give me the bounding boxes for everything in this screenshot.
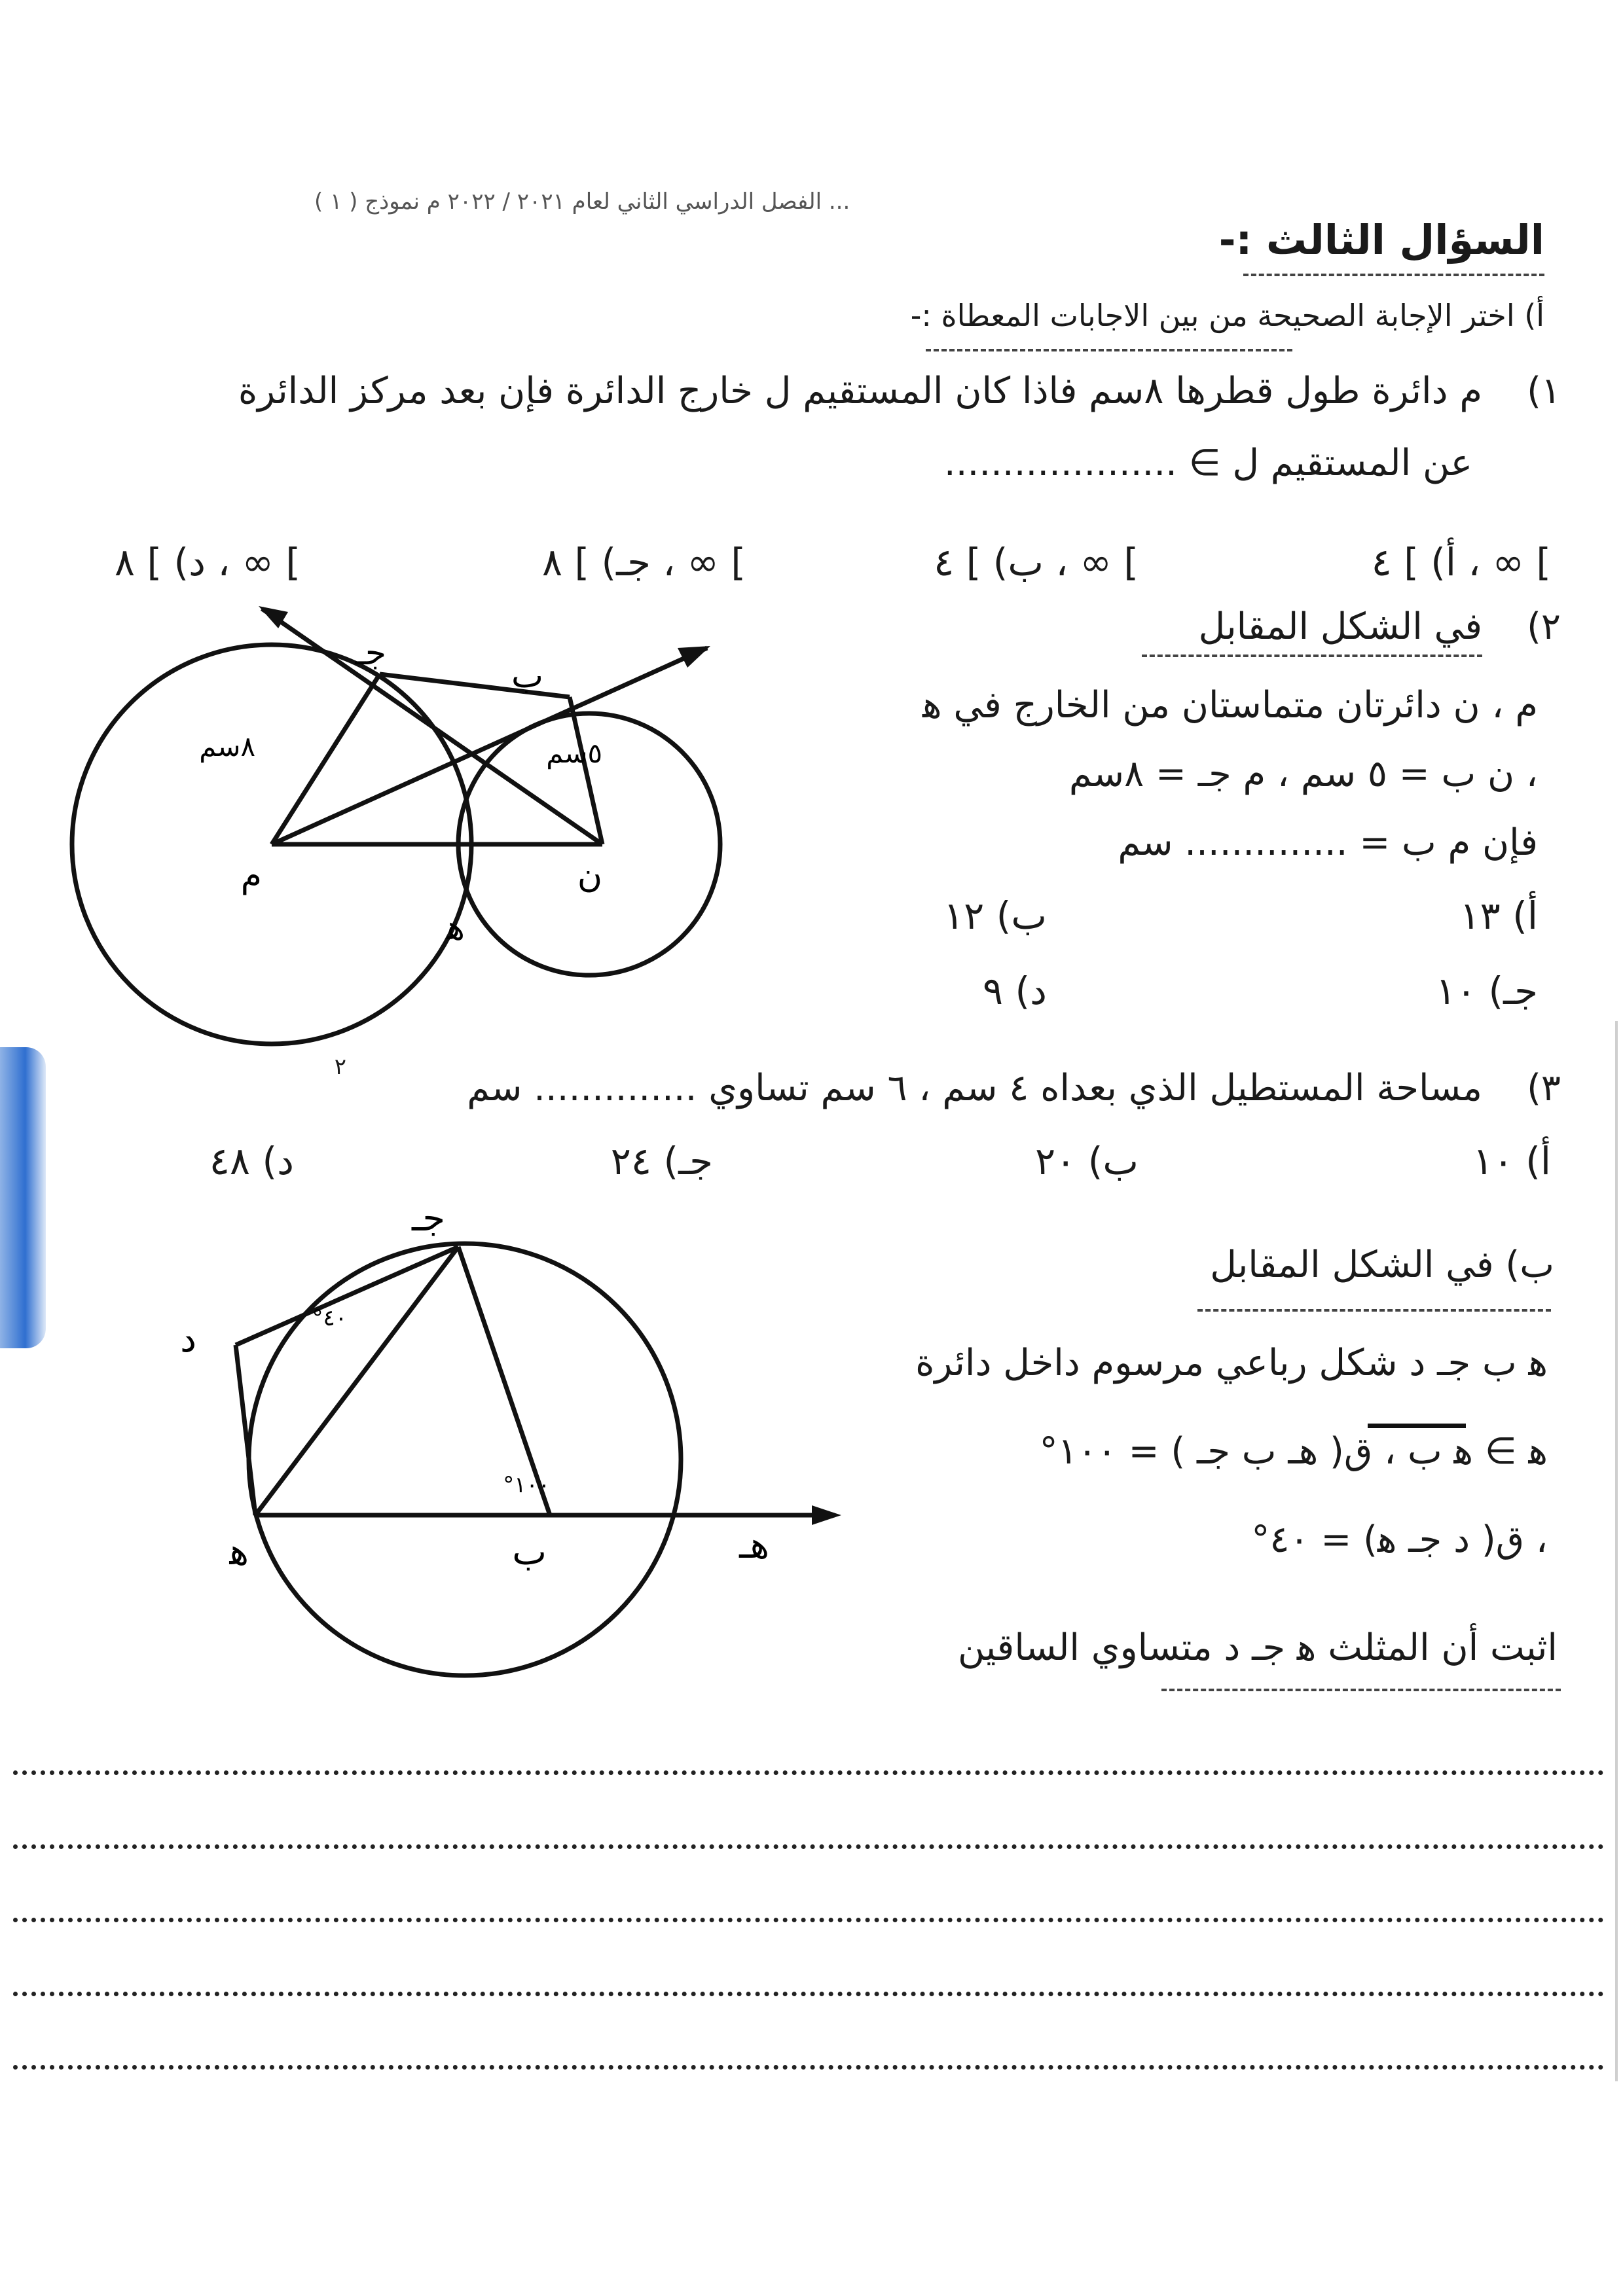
page-edge-line	[1615, 1021, 1618, 2081]
q2-line3: فإن م ب = .............. سم	[1118, 821, 1538, 864]
q2-option-c: جـ) ١٠	[1435, 969, 1538, 1013]
part-b-label-a: ﻫ	[229, 1531, 249, 1573]
q1-line2: عن المستقيم ل ∋ ....................	[943, 442, 1472, 484]
q1-line1: م دائرة طول قطرها ٨سم فاذا كان المستقيم ل خارج الدائرة فإن بعد مركز الدائرة	[238, 370, 1482, 412]
q3-option-c: جـ) ٢٤	[610, 1139, 713, 1183]
q3-option-d: د) ٤٨	[209, 1139, 294, 1183]
instruction-underline	[926, 349, 1292, 351]
q2-line2: ، ن ب = ٥ سم ، م جـ = ٨سم	[1068, 753, 1538, 795]
q2-label-a: ﻫ	[447, 908, 465, 948]
q3-superscript: ٢	[334, 1054, 346, 1080]
ray-overline	[1368, 1424, 1466, 1428]
answer-line-4	[13, 1992, 1604, 1996]
part-b-line2: ﻫ ∋ ﻫ ب ، ق( هـ ب جـ ) = ١٠٠°	[1039, 1430, 1548, 1473]
q1-number: ١)	[1527, 370, 1561, 412]
q2-line1: م ، ن دائرتان متماستان من الخارج في ﻫ	[922, 684, 1538, 726]
q3-line: مساحة المستطيل الذي بعداه ٤ سم ، ٦ سم تساوي .............. سم	[467, 1067, 1482, 1109]
part-a-instruction: أ) اختر الإجابة الصحيحة من بين الاجابات المعطاة :-	[910, 298, 1544, 333]
q2-label-c: جـ	[355, 634, 386, 673]
q2-length-mc: ٨سم	[199, 730, 255, 762]
q1-option-d: د) ] ٨ ، ∞ [	[114, 540, 301, 584]
part-b-figure	[157, 1198, 877, 1689]
q2-label-n: ن	[577, 856, 602, 895]
prove-underline	[1161, 1689, 1561, 1691]
section-title: السؤال الثالث :-	[1218, 216, 1544, 264]
q2-length-nb: ٥سم	[546, 737, 602, 769]
q2-title: في الشكل المقابل	[1198, 605, 1482, 648]
q2-number: ٢)	[1527, 605, 1561, 648]
header-fragment: ... الفصل الدراسي الثاني لعام ٢٠٢١ / ٢٠٢٢ م نموذج ( ١ )	[314, 188, 850, 215]
q1-option-c: جـ) ] ٨ ، ∞ [	[541, 540, 746, 584]
answer-line-1	[13, 1770, 1604, 1775]
q1-option-a: أ) ] ٤ ، ∞ [	[1371, 540, 1551, 584]
q2-label-m: م	[240, 856, 262, 895]
q2-option-b: ب) ١٢	[943, 893, 1047, 938]
part-b-angle-40: ٤٠°	[312, 1305, 347, 1331]
q2-option-d: د) ٩	[982, 969, 1047, 1013]
part-b-title-underline	[1197, 1309, 1551, 1312]
title-underline	[1243, 274, 1544, 276]
q3-option-a: أ) ١٠	[1472, 1139, 1551, 1183]
answer-line-2	[13, 1844, 1604, 1849]
part-b-label-c: جـ	[411, 1198, 445, 1240]
part-b-label-d: د	[180, 1318, 196, 1361]
q2-figure	[39, 589, 779, 1047]
part-b-label-e: هـ	[739, 1524, 769, 1567]
part-b-line3: ، ق( د جـ ﻫ) = ٤٠°	[1251, 1518, 1548, 1561]
q2-label-b: ب	[511, 656, 543, 696]
q1-option-b: ب) ] ٤ ، ∞ [	[934, 540, 1139, 584]
part-b-title: ب) في الشكل المقابل	[1210, 1244, 1554, 1286]
part-b-prove: اثبت أن المثلث ﻫ جـ د متساوي الساقين	[958, 1626, 1558, 1669]
pen-edge-artifact	[0, 1047, 46, 1348]
q3-option-b: ب) ٢٠	[1035, 1139, 1139, 1183]
part-b-angle-100: ١٠٠°	[503, 1472, 550, 1498]
part-b-label-b: ب	[512, 1531, 547, 1573]
q3-number: ٣)	[1527, 1067, 1561, 1109]
part-b-line1: ﻫ ب جـ د شكل رباعي مرسوم داخل دائرة	[915, 1342, 1548, 1384]
q2-option-a: أ) ١٣	[1459, 893, 1538, 938]
q2-title-underline	[1142, 655, 1482, 657]
answer-line-3	[13, 1918, 1604, 1922]
answer-line-5	[13, 2065, 1604, 2070]
